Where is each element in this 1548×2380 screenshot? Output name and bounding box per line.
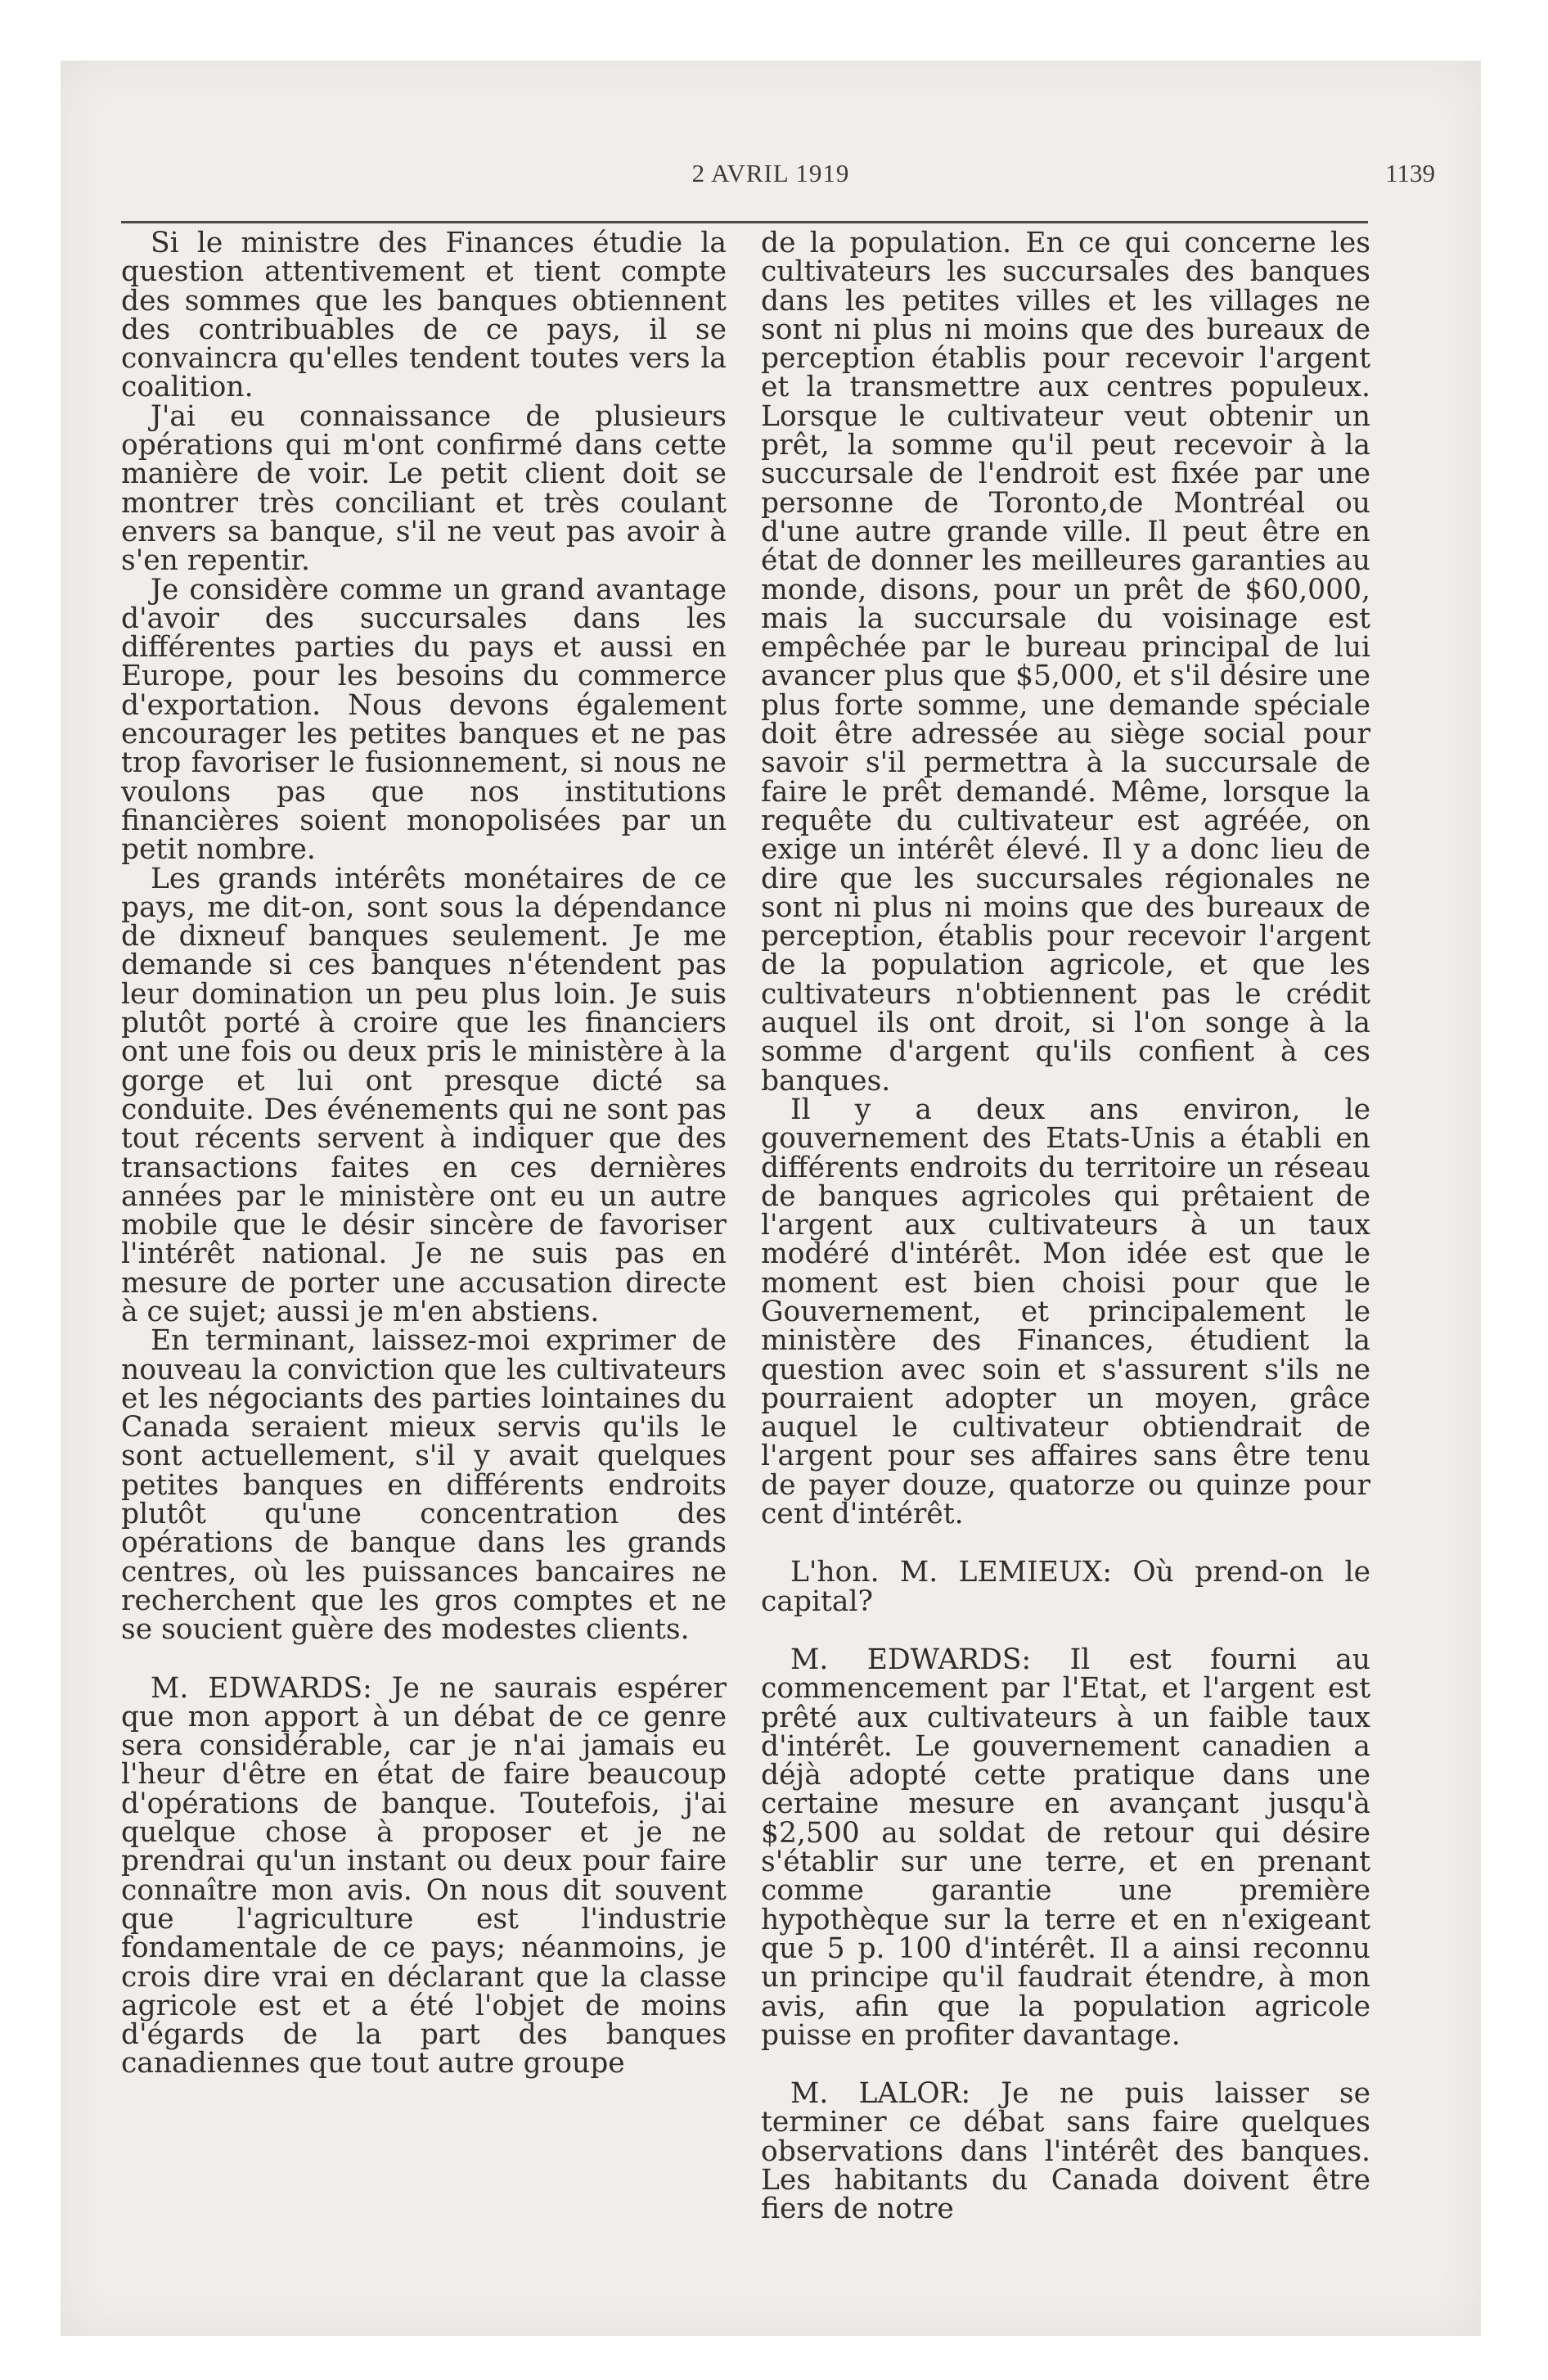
header-date: 2 AVRIL 1919 [691, 159, 850, 187]
right-column [761, 229, 1370, 2224]
speaker-paragraph: M. EDWARDS: Il est fourni au commencement par l'Etat, et l'argent est prêté aux cultivateurs à un faible taux d'intérêt. Le gouvernement canadien a déjà adopté cette pratique dans une certaine mesure en avançant jusqu'à $2,500 au soldat de retour qui désire s'établir sur une terre, et en prenant comme garantie une première hypothèque sur la terre et en n'exigeant que 5 p. 100 d'intérêt. Il a ainsi reconnu un principe qu'il faudrait étendre, à mon avis, afin que la population agricole puisse en profiter davantage. [761, 1643, 1370, 2052]
speaker-paragraph: M. EDWARDS: Je ne saurais espérer que mon apport à un débat de ce genre sera considérable, car je n'ai jamais eu l'heur d'être en état de faire beaucoup d'opérations de banque. Toutefois, j'ai quelque chose à proposer et je ne prendrai qu'un instant ou deux pour faire connaître mon avis. On nous dit souvent que l'agriculture est l'industrie fondamentale de ce pays; néanmoins, je crois dire vrai en déclarant que la classe agricole est et a été l'objet de moins d'égards de la part des banques canadiennes que tout autre groupe [121, 1671, 727, 2080]
paragraph: Les grands intérêts monétaires de ce pays, me dit-on, sont sous la dépendance de dixneuf banques seulement. Je me demande si ces banques n'étendent pas leur domination un peu plus loin. Je suis plutôt porté à croire que les financiers ont une fois ou deux pris le ministère à la gorge et lui ont presque dicté sa conduite. Des événements qui ne sont pas tout récents servent à indiquer que des transactions faites en ces dernières années par le ministère ont eu un autre mobile que le désir sincère de favoriser l'intérêt national. Je ne suis pas en mesure de porter une accusation directe à ce sujet; aussi je m'en abstiens. [121, 862, 727, 1328]
paragraph: de la population. En ce qui concerne les cultivateurs les succursales des banques dans les petites villes et les villages ne sont ni plus ni moins que des bureaux de perception établis pour recevoir l'argent et la transmettre aux centres populeux. Lorsque le cultivateur veut obtenir un prêt, la somme qu'il peut recevoir à la succursale de l'endroit est fixée par une personne de Toronto,de Montréal ou d'une autre grande ville. Il peut être en état de donner les meilleures garanties au monde, disons, pour un prêt de $60,000, mais la succursale du voisinage est empêchée par le bureau principal de lui avancer plus que $5,000, et s'il désire une plus forte somme, une demande spéciale doit être adressée au siège social pour savoir s'il permettra à la succursale de faire le prêt demandé. Même, lorsque la requête du cultivateur est agréée, on exige un intérêt élevé. Il y a donc lieu de dire que les succursales régionales ne sont ni plus ni moins que des bureaux de perception, établis pour recevoir l'argent de la population agricole, et que les cultivateurs n'obtiennent pas le crédit auquel ils ont droit, si l'on songe à la somme d'argent qu'ils confient à ces banques. [761, 227, 1370, 1098]
speaker-paragraph: L'hon. M. LEMIEUX: Où prend-on le capital? [761, 1556, 1370, 1618]
paragraph: Je considère comme un grand avantage d'avoir des succursales dans les différentes parties du pays et aussi en Europe, pour les besoins du commerce d'exportation. Nous devons également encourager les petites banques et ne pas trop favoriser le fusionnement, si nous ne voulons pas que nos institutions financières soient monopolisées par un petit nombre. [121, 573, 727, 867]
paragraph: J'ai eu connaissance de plusieurs opérations qui m'ont confirmé dans cette manière de voir. Le petit client doit se montrer très conciliant et très coulant envers sa banque, s'il ne veut pas avoir à s'en repentir. [121, 399, 727, 578]
page-number: 1139 [1385, 159, 1435, 187]
header-rule [121, 221, 1368, 223]
paragraph: Il y a deux ans environ, le gouvernement des Etats-Unis a établi en différents endroits du territoire un réseau de banques agricoles qui prêtaient de l'argent aux cultivateurs à un taux modéré d'intérêt. Mon idée est que le moment est bien choisi pour que le Gouvernement, et principalement le ministère des Finances, étudient la question avec soin et s'assurent s'ils ne pourraient adopter un moyen, grâce auquel le cultivateur obtiendrait de l'argent pour ses affaires sans être tenu de payer douze, quatorze ou quinze pour cent d'intérêt. [761, 1093, 1370, 1531]
speaker-paragraph: M. LALOR: Je ne puis laisser se terminer ce débat sans faire quelques observations dans l'intérêt des banques. Les habitants du Canada doivent être fiers de notre [761, 2077, 1370, 2226]
paragraph: En terminant, laissez-moi exprimer de nouveau la conviction que les cultivateurs et les négociants des parties lointaines du Canada seraient mieux servis qu'ils le sont actuellement, s'il y avait quelques petites banques en différents endroits plutôt qu'une concentration des opérations de banque dans les grands centres, où les puissances bancaires ne recherchent que les gros comptes et ne se soucient guère des modestes clients. [121, 1324, 727, 1647]
left-column [121, 229, 727, 2079]
page-header [61, 100, 1481, 187]
paragraph: Si le ministre des Finances étudie la question attentivement et tient compte des sommes que les banques obtiennent des contribuables de ce pays, il se convaincra qu'elles tendent toutes vers la coalition. [121, 227, 727, 404]
